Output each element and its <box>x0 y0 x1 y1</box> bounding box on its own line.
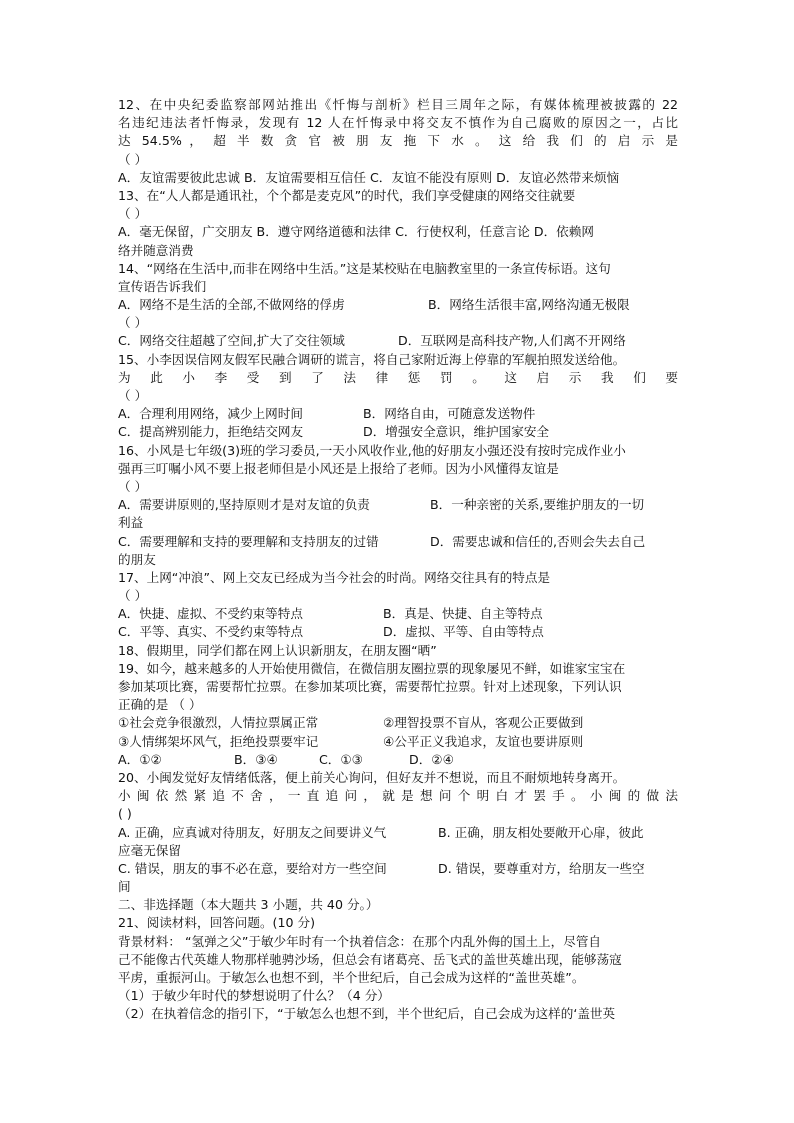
question-text: 正确的是 （ ） <box>118 697 202 713</box>
question-15 <box>118 351 678 442</box>
option-d: D．虚拟、平等、自由等特点 <box>383 624 544 640</box>
options-row <box>118 332 678 350</box>
question-text: 名违纪违法者忏悔录，发现有 12 人在忏悔录中将交友不慎作为自己腐败的原因之一，占比 <box>118 115 678 131</box>
option-b: B．真是、快捷、自主等特点 <box>383 606 543 622</box>
options-line: A．毫无保留，广交朋友 B．遵守网络道德和法律 C．行使权利，任意言论 D．依赖网 <box>118 224 594 240</box>
options-row <box>118 423 678 441</box>
option-b: B．③④ <box>234 751 278 767</box>
question-16 <box>118 442 678 569</box>
question-text: 小 闽 依 然 紧 追 不 舍 ， 一 直 追 问 ， 就 是 想 问 个 明 白 才 罢 手 。 小 闽 的 做 法 <box>118 788 678 804</box>
answer-paren: （ ） <box>118 206 148 222</box>
section-non-choice <box>118 896 678 1023</box>
background-material: 背景材料： “氢弹之父”于敏少年时有一个执着信念：在那个内乱外侮的国土上，尽管自 <box>118 933 602 949</box>
question-text: 18、假期里，同学们都在网上认识新朋友，在朋友圈“晒” <box>118 642 437 658</box>
options-row <box>118 860 678 878</box>
option-d: D．②④ <box>409 751 454 767</box>
option-b-continued: 利益 <box>118 515 144 531</box>
question-text: 14、“网络在生活中,而非在网络中生活。”这是某校贴在电脑教室里的一条宣传标语。这句 <box>118 260 611 276</box>
option-d: D．互联网是高科技产物,人们离不开网络 <box>398 333 626 349</box>
sub-question-2: （2）在执着信念的指引下，“于敏怎么也想不到，半个世纪后，自己会成为这样的‘盖世英 <box>118 1006 616 1022</box>
section-heading: 二、非选择题（本大题共 3 小题，共 40 分。） <box>118 897 379 913</box>
exam-page <box>118 96 678 1024</box>
question-text: 达 54.5% ， 超 半 数 贪 官 被 朋 友 拖 下 水 。 这 给 我 们 的 启 示 是 <box>118 133 678 149</box>
answer-paren: （ ） <box>118 315 148 331</box>
option-c: C. 错误，朋友的事不必在意，要给对方一些空间 <box>118 860 387 876</box>
option-c: C．平等、真实、不受约束等特点 <box>118 624 304 640</box>
question-text: 为 此 小 李 受 到 了 法 律 惩 罚 。 这 启 示 我 们 要 <box>118 369 678 385</box>
option-b: B．网络自由，可随意发送物件 <box>363 406 536 422</box>
question-text: 参加某项比赛，需要帮忙拉票。在参加某项比赛，需要帮忙拉票。针对上述现象，下列认识 <box>118 679 622 694</box>
statements-row <box>118 714 678 732</box>
option-d: D．增强安全意识，维护国家安全 <box>363 424 550 440</box>
option-a: A．①② <box>118 751 162 767</box>
option-c: C．网络交往超越了空间,扩大了交往领域 <box>118 333 345 349</box>
statement-4: ④公平正义我追求，友谊也要讲原则 <box>383 733 584 749</box>
option-a: A．快捷、虚拟、不受约束等特点 <box>118 606 303 622</box>
options-line: A．友谊需要彼此忠诚 B．友谊需要相互信任 C．友谊不能没有原则 D．友谊必然带来烦恼 <box>118 169 620 185</box>
statement-1: ①社会竞争很激烈，人情拉票属正常 <box>118 715 319 731</box>
option-b: B．一种亲密的关系,要维护朋友的一切 <box>430 497 645 513</box>
background-material: 平虏，重振河山。于敏怎么也想不到，半个世纪后，自己会成为这样的“盖世英雄”。 <box>118 970 585 985</box>
statement-2: ②理智投票不盲从，客观公正要做到 <box>383 715 584 731</box>
question-19 <box>118 660 678 769</box>
option-a: A．需要讲原则的,坚持原则才是对友谊的负责 <box>118 497 370 513</box>
question-20 <box>118 769 678 896</box>
question-13 <box>118 187 678 260</box>
question-text: 17、上网“冲浪”、网上交友已经成为当今社会的时尚。网络交往具有的特点是 <box>118 569 551 585</box>
option-a: A. 正确，应真诚对待朋友，好朋友之间要讲义气 <box>118 824 387 840</box>
question-18 <box>118 642 678 660</box>
answer-paren: （ ） <box>118 151 148 167</box>
background-material: 己不能像古代英雄人物那样驰骋沙场，但总会有诸葛亮、岳飞式的盖世英雄出现，能够荡寇 <box>118 951 622 967</box>
options-line: 络并随意消费 <box>118 242 194 258</box>
question-14 <box>118 260 678 351</box>
option-a: A．合理利用网络，减少上网时间 <box>118 406 303 422</box>
question-12 <box>118 96 678 187</box>
question-21-title: 21、阅读材料，回答问题。(10 分) <box>118 915 316 931</box>
option-d-continued: 间 <box>118 879 131 895</box>
question-text: 19、如今，越来越多的人开始使用微信，在微信朋友圈拉票的现象屡见不鲜，如谁家宝宝在 <box>118 660 626 676</box>
question-text: 宣传语告诉我们 <box>118 278 207 294</box>
statement-3: ③人情绑架坏风气，拒绝投票要牢记 <box>118 733 319 749</box>
option-d-continued: 的朋友 <box>118 551 156 567</box>
option-c: C．需要理解和支持的要理解和支持朋友的过错 <box>118 533 379 549</box>
options-row <box>118 533 678 551</box>
option-c: C．提高辨别能力，拒绝结交网友 <box>118 424 304 440</box>
option-d: D. 错误，要尊重对方，给朋友一些空 <box>438 860 645 876</box>
options-row <box>118 751 678 769</box>
options-row <box>118 405 678 423</box>
option-d: D．需要忠诚和信任的,否则会失去自己 <box>430 533 646 549</box>
answer-paren: （ ） <box>118 478 148 494</box>
question-text: 强再三叮嘱小风不要上报老师但是小风还是上报给了老师。因为小风懂得友谊是 <box>118 460 559 476</box>
answer-paren: （ ） <box>118 588 148 604</box>
question-text: 20、小闽发觉好友情绪低落，便上前关心询问，但好友并不想说，而且不耐烦地转身离开。 <box>118 769 626 785</box>
option-a: A．网络不是生活的全部,不做网络的俘虏 <box>118 297 345 313</box>
statements-row <box>118 733 678 751</box>
question-text: 15、小李因误信网友假军民融合调研的谎言，将自己家附近海上停靠的军舰拍照发送给他。 <box>118 351 626 367</box>
options-row <box>118 605 678 623</box>
sub-question-1: （1）于敏少年时代的梦想说明了什么？（4 分） <box>118 988 390 1004</box>
option-b-continued: 应毫无保留 <box>118 842 181 858</box>
options-row <box>118 824 678 842</box>
option-c: C．①③ <box>319 751 363 767</box>
question-text: 12、在中央纪委监察部网站推出《忏悔与剖析》栏目三周年之际，有媒体梳理被披露的 22 <box>118 97 678 112</box>
option-b: B．网络生活很丰富,网络沟通无极限 <box>428 297 630 313</box>
answer-paren: （ ） <box>118 388 148 403</box>
question-text: 16、小风是七年级(3)班的学习委员,一天小风收作业,他的好朋友小强还没有按时完成作业小 <box>118 442 626 458</box>
option-b: B. 正确，朋友相处要敞开心扉，彼此 <box>438 824 644 840</box>
options-row <box>118 496 678 514</box>
answer-paren: ( ) <box>118 806 132 822</box>
options-row <box>118 623 678 641</box>
options-row <box>118 296 678 314</box>
question-text: 13、在“人人都是通讯社，个个都是麦克风”的时代，我们享受健康的网络交往就要 <box>118 187 576 203</box>
question-17 <box>118 569 678 642</box>
